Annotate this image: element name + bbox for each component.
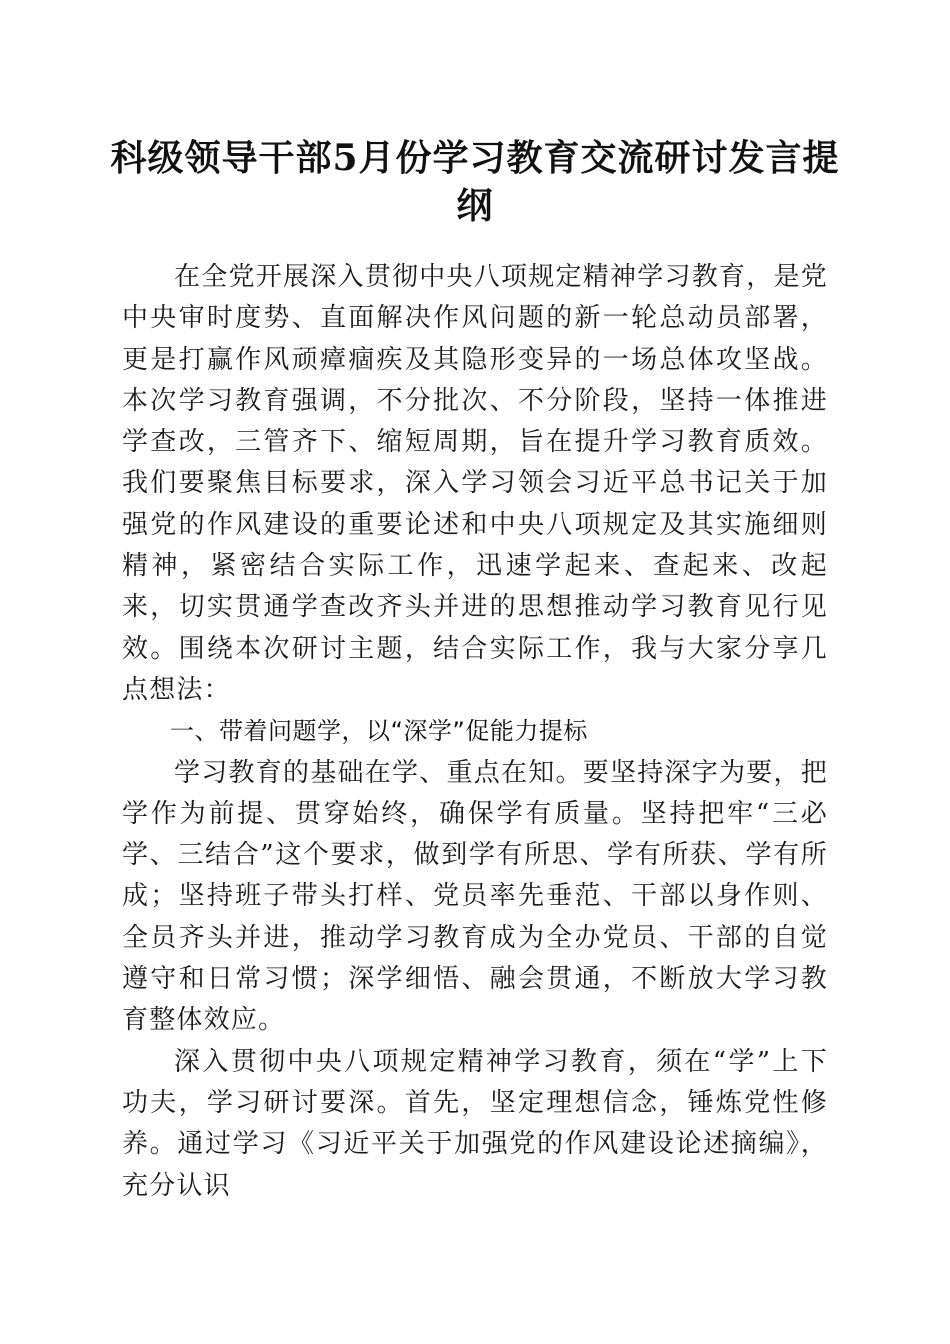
paragraph-intro: 在全党开展深入贯彻中央八项规定精神学习教育，是党中央审时度势、直面解决作风问题的新一轮总动员部署，更是打赢作风顽瘴痼疾及其隐形变异的一场总体攻坚战。本次学习教育强调，不分批次、不分阶段，坚持一体推进学查改，三管齐下、缩短周期，旨在提升学习教育质效。我们要聚焦目标要求，深入学习领会习近平总书记关于加强党的作风建设的重要论述和中央八项规定及其实施细则精神，紧密结合实际工作，迅速学起来、查起来、改起来，切实贯通学查改齐头并进的思想推动学习教育见行见效。围绕本次研讨主题，结合实际工作，我与大家分享几点想法： xyxy=(122,262,828,705)
paragraph-section1-b: 深入贯彻中央八项规定精神学习教育，须在“学”上下功夫，学习研讨要深。首先，坚定理想信念，锤炼党性修养。通过学习《习近平关于加强党的作风建设论述摘编》，充分认识 xyxy=(122,1046,828,1201)
document-body xyxy=(122,257,828,1207)
document-title: 科级领导干部5月份学习教育交流研讨发言提纲 xyxy=(110,137,840,227)
paragraph-section1-a: 学习教育的基础在学、重点在知。要坚持深字为要，把学作为前提、贯穿始终，确保学有质量。坚持把牢“三必学、三结合”这个要求，做到学有所思、学有所获、学有所成；坚持班子带头打样、党员率先垂范、干部以身作则、全员齐头并进，推动学习教育成为全办党员、干部的自觉遵守和日常习惯；深学细悟、融会贯通，不断放大学习教育整体效应。 xyxy=(122,757,828,1036)
section-heading-1: 一、带着问题学，以“深学”促能力提标 xyxy=(170,717,588,746)
